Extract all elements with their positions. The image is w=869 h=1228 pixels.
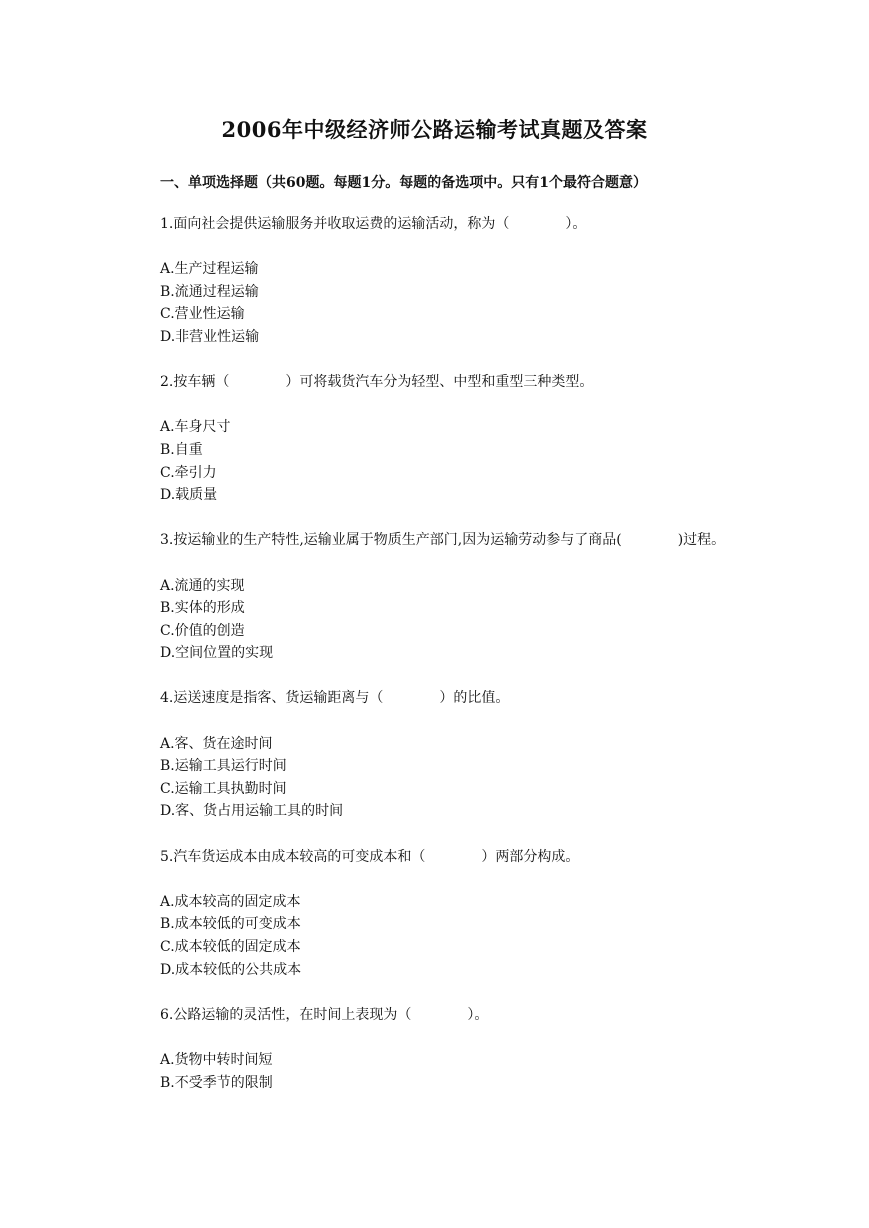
- option-d: D.非营业性运输: [160, 328, 260, 345]
- option-a: A.客、货在途时间: [160, 735, 273, 752]
- option-b: B.不受季节的限制: [160, 1074, 273, 1091]
- question-text: 6.公路运输的灵活性，在时间上表现为（ ）。: [160, 1006, 489, 1023]
- option-c: C.运输工具执勤时间: [160, 780, 287, 797]
- question-text: 5.汽车货运成本由成本较高的可变成本和（ ）两部分构成。: [160, 848, 580, 865]
- option-d: D.载质量: [160, 487, 218, 504]
- question-2: [131, 371, 751, 507]
- option-c: C.营业性运输: [160, 306, 245, 323]
- question-1: [131, 213, 751, 349]
- option-b: B.实体的形成: [160, 600, 245, 617]
- option-b: B.流通过程运输: [160, 283, 259, 300]
- question-text: 1.面向社会提供运输服务并收取运费的运输活动，称为（ ）。: [160, 216, 587, 232]
- option-b: B.成本较低的可变成本: [160, 916, 301, 933]
- question-4: [131, 687, 751, 823]
- option-a: A.货物中转时间短: [160, 1051, 273, 1068]
- option-a: A.车身尺寸: [160, 419, 231, 436]
- question-text: 4.运送速度是指客、货运输距离与（ ）的比值。: [160, 690, 510, 707]
- question-list: [131, 213, 751, 1117]
- option-a: A.流通的实现: [160, 577, 245, 594]
- option-c: C.牵引力: [160, 464, 217, 481]
- question-text: 3.按运输业的生产特性,运输业属于物质生产部门,因为运输劳动参与了商品( )过程。: [160, 532, 726, 549]
- option-d: D.成本较低的公共成本: [160, 961, 302, 978]
- question-text: 2.按车辆（ ）可将载货汽车分为轻型、中型和重型三种类型。: [160, 374, 594, 391]
- question-6: [131, 1004, 751, 1094]
- option-a: A.成本较高的固定成本: [160, 893, 301, 910]
- question-3: [131, 529, 751, 665]
- option-b: B.自重: [160, 441, 203, 458]
- question-5: [131, 846, 751, 982]
- option-d: D.客、货占用运输工具的时间: [160, 803, 344, 820]
- option-d: D.空间位置的实现: [160, 645, 274, 662]
- option-a: A.生产过程运输: [160, 261, 259, 278]
- option-c: C.价值的创造: [160, 622, 245, 639]
- document-title: 2006年中级经济师公路运输考试真题及答案: [221, 117, 648, 142]
- section-heading: 一、单项选择题（共60题。每题1分。每题的备选项中。只有1个最符合题意）: [160, 175, 647, 191]
- option-c: C.成本较低的固定成本: [160, 939, 301, 955]
- option-b: B.运输工具运行时间: [160, 758, 287, 775]
